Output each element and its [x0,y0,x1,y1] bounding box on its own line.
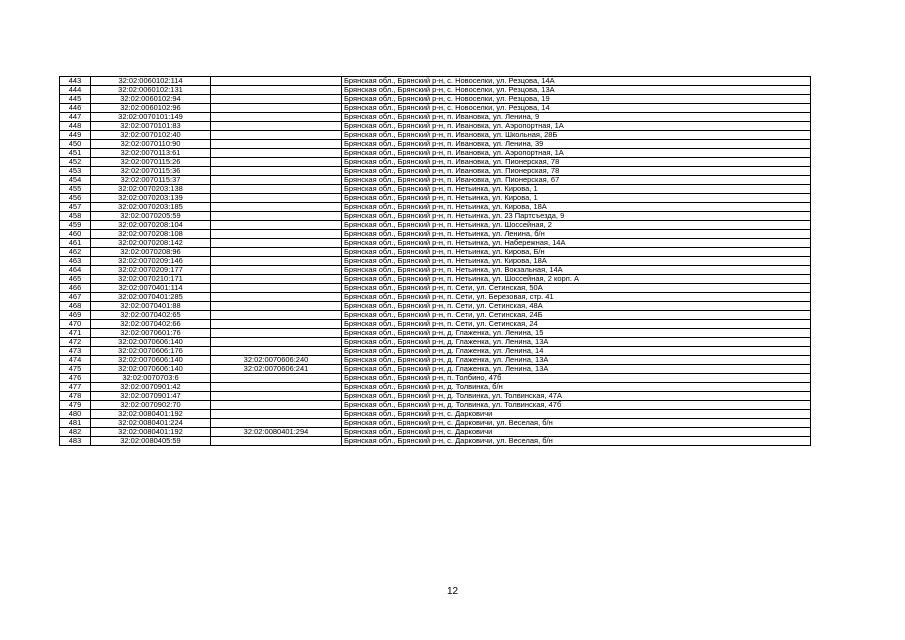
row-number-cell: 459 [60,221,91,230]
table-row [60,365,811,374]
row-number-cell: 469 [60,311,91,320]
related-cadastral-number-cell [211,158,342,167]
address-cell: Брянская обл., Брянский р-н, п. Ивановка, ул. Аэропортная, 1А [342,149,811,158]
cadastral-number-cell: 32:02:0070115:36 [91,167,211,176]
address-cell: Брянская обл., Брянский р-н, д. Глаженка, ул. Ленина, 13А [342,365,811,374]
related-cadastral-number-cell: 32:02:0080401:294 [211,428,342,437]
address-cell: Брянская обл., Брянский р-н, с. Новоселки, ул. Резцова, 13А [342,86,811,95]
row-number-cell: 478 [60,392,91,401]
row-number-cell: 483 [60,437,91,446]
related-cadastral-number-cell [211,338,342,347]
cadastral-number-cell: 32:02:0070606:140 [91,356,211,365]
table-row [60,257,811,266]
related-cadastral-number-cell [211,248,342,257]
table-row [60,203,811,212]
row-number-cell: 472 [60,338,91,347]
cadastral-number-cell: 32:02:0060102:94 [91,95,211,104]
cadastral-number-cell: 32:02:0080401:192 [91,410,211,419]
related-cadastral-number-cell [211,95,342,104]
address-cell: Брянская обл., Брянский р-н, с. Новоселки, ул. Резцова, 14А [342,77,811,86]
table-row [60,221,811,230]
row-number-cell: 481 [60,419,91,428]
cadastral-number-cell: 32:02:0070901:47 [91,392,211,401]
address-cell: Брянская обл., Брянский р-н, п. Нетьинка, ул. Шоссейная, 2 корп. А [342,275,811,284]
address-cell: Брянская обл., Брянский р-н, п. Ивановка, ул. Аэропортная, 1А [342,122,811,131]
table-row [60,410,811,419]
related-cadastral-number-cell: 32:02:0070606:240 [211,356,342,365]
table-row [60,320,811,329]
address-cell: Брянская обл., Брянский р-н, с. Дарковичи, ул. Веселая, б/н [342,437,811,446]
row-number-cell: 477 [60,383,91,392]
row-number-cell: 475 [60,365,91,374]
table-row [60,356,811,365]
row-number-cell: 456 [60,194,91,203]
page-number: 12 [446,586,459,597]
address-cell: Брянская обл., Брянский р-н, д. Толвинка, б/н [342,383,811,392]
table-row [60,392,811,401]
related-cadastral-number-cell [211,392,342,401]
table-row [60,77,811,86]
address-cell: Брянская обл., Брянский р-н, п. Ивановка, ул. Пионерская, 78 [342,158,811,167]
cadastral-number-cell: 32:02:0070209:177 [91,266,211,275]
row-number-cell: 474 [60,356,91,365]
table-row [60,212,811,221]
address-cell: Брянская обл., Брянский р-н, п. Нетьинка, ул. Кирова, 1 [342,185,811,194]
row-number-cell: 453 [60,167,91,176]
row-number-cell: 482 [60,428,91,437]
cadastral-number-cell: 32:02:0070401:114 [91,284,211,293]
related-cadastral-number-cell [211,347,342,356]
address-cell: Брянская обл., Брянский р-н, п. Сети, ул. Сетинская, 24Б [342,311,811,320]
row-number-cell: 443 [60,77,91,86]
table-row [60,293,811,302]
address-cell: Брянская обл., Брянский р-н, п. Нетьинка, ул. Кирова, Б/н [342,248,811,257]
table-row [60,374,811,383]
address-cell: Брянская обл., Брянский р-н, п. Сети, ул. Сетинская, 24 [342,320,811,329]
table-row [60,329,811,338]
cadastral-number-cell: 32:02:0070606:140 [91,338,211,347]
related-cadastral-number-cell [211,437,342,446]
table-row [60,158,811,167]
row-number-cell: 449 [60,131,91,140]
related-cadastral-number-cell [211,131,342,140]
cadastral-number-cell: 32:02:0080401:192 [91,428,211,437]
related-cadastral-number-cell [211,86,342,95]
row-number-cell: 452 [60,158,91,167]
row-number-cell: 447 [60,113,91,122]
cadastral-number-cell: 32:02:0080405:59 [91,437,211,446]
related-cadastral-number-cell [211,320,342,329]
related-cadastral-number-cell [211,311,342,320]
address-cell: Брянская обл., Брянский р-н, п. Ивановка, ул. Пионерская, 78 [342,167,811,176]
row-number-cell: 473 [60,347,91,356]
address-cell: Брянская обл., Брянский р-н, п. Толбино, 47б [342,374,811,383]
address-cell: Брянская обл., Брянский р-н, с. Дарковичи [342,428,811,437]
cadastral-number-cell: 32:02:0070208:108 [91,230,211,239]
table-row [60,266,811,275]
cadastral-number-cell: 32:02:0070115:26 [91,158,211,167]
table-row [60,275,811,284]
table-row [60,194,811,203]
related-cadastral-number-cell [211,104,342,113]
related-cadastral-number-cell [211,122,342,131]
address-cell: Брянская обл., Брянский р-н, п. Нетьинка, ул. Кирова, 1 [342,194,811,203]
related-cadastral-number-cell [211,257,342,266]
table-row [60,140,811,149]
related-cadastral-number-cell [211,410,342,419]
table-row [60,230,811,239]
related-cadastral-number-cell [211,140,342,149]
cadastral-number-cell: 32:02:0070902:70 [91,401,211,410]
table-row [60,131,811,140]
cadastral-number-cell: 32:02:0070401:88 [91,302,211,311]
row-number-cell: 468 [60,302,91,311]
table-row [60,86,811,95]
row-number-cell: 451 [60,149,91,158]
related-cadastral-number-cell [211,113,342,122]
related-cadastral-number-cell [211,230,342,239]
related-cadastral-number-cell [211,302,342,311]
address-cell: Брянская обл., Брянский р-н, д. Толвинка, ул. Толвинская, 47б [342,401,811,410]
address-cell: Брянская обл., Брянский р-н, д. Глаженка, ул. Ленина, 13А [342,338,811,347]
table-row [60,95,811,104]
related-cadastral-number-cell [211,221,342,230]
cadastral-number-cell: 32:02:0070208:96 [91,248,211,257]
row-number-cell: 466 [60,284,91,293]
related-cadastral-number-cell [211,176,342,185]
address-cell: Брянская обл., Брянский р-н, с. Дарковичи [342,410,811,419]
row-number-cell: 476 [60,374,91,383]
cadastral-number-cell: 32:02:0070203:138 [91,185,211,194]
row-number-cell: 457 [60,203,91,212]
row-number-cell: 462 [60,248,91,257]
related-cadastral-number-cell [211,401,342,410]
table-row [60,122,811,131]
table-row [60,176,811,185]
table-body [60,77,811,446]
row-number-cell: 465 [60,275,91,284]
cadastral-number-cell: 32:02:0070606:140 [91,365,211,374]
row-number-cell: 467 [60,293,91,302]
cadastral-table [59,76,811,446]
table-row [60,419,811,428]
cadastral-number-cell: 32:02:0070101:83 [91,122,211,131]
table-row [60,248,811,257]
cadastral-number-cell: 32:02:0070205:59 [91,212,211,221]
address-cell: Брянская обл., Брянский р-н, д. Глаженка, ул. Ленина, 14 [342,347,811,356]
related-cadastral-number-cell [211,266,342,275]
related-cadastral-number-cell [211,329,342,338]
cadastral-number-cell: 32:02:0070101:149 [91,113,211,122]
cadastral-number-cell: 32:02:0070601:76 [91,329,211,338]
table-row [60,311,811,320]
row-number-cell: 470 [60,320,91,329]
related-cadastral-number-cell [211,293,342,302]
cadastral-number-cell: 32:02:0070115:37 [91,176,211,185]
related-cadastral-number-cell [211,419,342,428]
cadastral-number-cell: 32:02:0070102:40 [91,131,211,140]
address-cell: Брянская обл., Брянский р-н, с. Новоселки, ул. Резцова, 19 [342,95,811,104]
table-row [60,284,811,293]
cadastral-number-cell: 32:02:0070203:139 [91,194,211,203]
cadastral-number-cell: 32:02:0070210:171 [91,275,211,284]
cadastral-number-cell: 32:02:0080401:224 [91,419,211,428]
cadastral-number-cell: 32:02:0070208:142 [91,239,211,248]
table-row [60,167,811,176]
row-number-cell: 444 [60,86,91,95]
related-cadastral-number-cell: 32:02:0070606:241 [211,365,342,374]
table-row [60,104,811,113]
address-cell: Брянская обл., Брянский р-н, п. Нетьинка, ул. Набережная, 14А [342,239,811,248]
address-cell: Брянская обл., Брянский р-н, п. Нетьинка, ул. Вокзальная, 14А [342,266,811,275]
related-cadastral-number-cell [211,185,342,194]
table-row [60,437,811,446]
row-number-cell: 450 [60,140,91,149]
related-cadastral-number-cell [211,212,342,221]
table-row [60,383,811,392]
row-number-cell: 463 [60,257,91,266]
related-cadastral-number-cell [211,149,342,158]
cadastral-number-cell: 32:02:0060102:96 [91,104,211,113]
row-number-cell: 464 [60,266,91,275]
table-row [60,428,811,437]
row-number-cell: 446 [60,104,91,113]
row-number-cell: 460 [60,230,91,239]
address-cell: Брянская обл., Брянский р-н, д. Глаженка, ул. Ленина, 13А [342,356,811,365]
cadastral-number-cell: 32:02:0060102:131 [91,86,211,95]
cadastral-number-cell: 32:02:0070209:146 [91,257,211,266]
cadastral-number-cell: 32:02:0070110:90 [91,140,211,149]
address-cell: Брянская обл., Брянский р-н, п. Сети, ул. Березовая, стр. 41 [342,293,811,302]
cadastral-number-cell: 32:02:0070203:185 [91,203,211,212]
address-cell: Брянская обл., Брянский р-н, п. Ивановка, ул. Пионерская, 67 [342,176,811,185]
address-cell: Брянская обл., Брянский р-н, п. Нетьинка, ул. Кирова, 18А [342,257,811,266]
cadastral-number-cell: 32:02:0070401:285 [91,293,211,302]
table-row [60,113,811,122]
related-cadastral-number-cell [211,77,342,86]
related-cadastral-number-cell [211,194,342,203]
related-cadastral-number-cell [211,383,342,392]
address-cell: Брянская обл., Брянский р-н, с. Новоселки, ул. Резцова, 14 [342,104,811,113]
cadastral-number-cell: 32:02:0070402:65 [91,311,211,320]
address-cell: Брянская обл., Брянский р-н, д. Толвинка, ул. Толвинская, 47А [342,392,811,401]
address-cell: Брянская обл., Брянский р-н, п. Ивановка, ул. Школьная, 28Б [342,131,811,140]
related-cadastral-number-cell [211,374,342,383]
table-row [60,338,811,347]
table-row [60,149,811,158]
related-cadastral-number-cell [211,203,342,212]
address-cell: Брянская обл., Брянский р-н, п. Ивановка, ул. Ленина, 39 [342,140,811,149]
table-row [60,401,811,410]
address-cell: Брянская обл., Брянский р-н, с. Дарковичи, ул. Веселая, б/н [342,419,811,428]
row-number-cell: 461 [60,239,91,248]
address-cell: Брянская обл., Брянский р-н, п. Нетьинка, ул. Кирова, 18А [342,203,811,212]
table-row [60,347,811,356]
cadastral-number-cell: 32:02:0070113:61 [91,149,211,158]
related-cadastral-number-cell [211,239,342,248]
row-number-cell: 479 [60,401,91,410]
row-number-cell: 454 [60,176,91,185]
cadastral-number-cell: 32:02:0070208:104 [91,221,211,230]
table-row [60,239,811,248]
address-cell: Брянская обл., Брянский р-н, п. Сети, ул. Сетинская, 48А [342,302,811,311]
cadastral-number-cell: 32:02:0070901:42 [91,383,211,392]
row-number-cell: 471 [60,329,91,338]
row-number-cell: 448 [60,122,91,131]
table-row [60,185,811,194]
table-row [60,302,811,311]
row-number-cell: 480 [60,410,91,419]
related-cadastral-number-cell [211,167,342,176]
row-number-cell: 445 [60,95,91,104]
row-number-cell: 458 [60,212,91,221]
related-cadastral-number-cell [211,284,342,293]
address-cell: Брянская обл., Брянский р-н, п. Нетьинка, ул. Ленина, б/н [342,230,811,239]
related-cadastral-number-cell [211,275,342,284]
cadastral-number-cell: 32:02:0070402:66 [91,320,211,329]
cadastral-number-cell: 32:02:0070606:176 [91,347,211,356]
address-cell: Брянская обл., Брянский р-н, п. Нетьинка, ул. Шоссейная, 2 [342,221,811,230]
row-number-cell: 455 [60,185,91,194]
address-cell: Брянская обл., Брянский р-н, п. Ивановка, ул. Ленина, 9 [342,113,811,122]
address-cell: Брянская обл., Брянский р-н, п. Нетьинка, ул. 23 Партсъезда, 9 [342,212,811,221]
cadastral-number-cell: 32:02:0060102:114 [91,77,211,86]
address-cell: Брянская обл., Брянский р-н, д. Глаженка, ул. Ленина, 15 [342,329,811,338]
address-cell: Брянская обл., Брянский р-н, п. Сети, ул. Сетинская, 50А [342,284,811,293]
cadastral-number-cell: 32:02:0070703:6 [91,374,211,383]
